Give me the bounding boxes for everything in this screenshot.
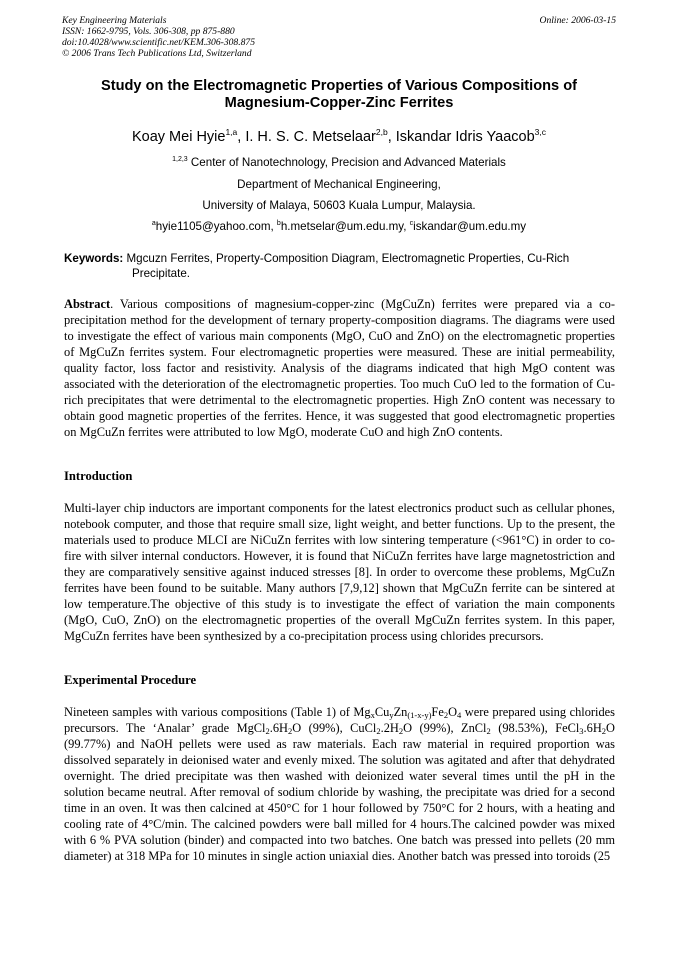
exp-text: Nineteen samples with various compositions (Table 1) of Mg <box>64 705 371 719</box>
experimental-heading: Experimental Procedure <box>64 673 197 687</box>
email-b: h.metselar@um.edu.my, <box>280 220 410 233</box>
author-1-sup: 1,a <box>225 127 238 137</box>
exp-text: .2H <box>380 721 399 735</box>
experimental-text <box>64 704 615 864</box>
paper-title <box>64 78 614 112</box>
abstract-label: Abstract <box>64 297 111 311</box>
email-a: hyie1105@yahoo.com, <box>155 220 277 233</box>
abstract <box>64 296 615 440</box>
affiliation-line-2: Department of Mechanical Engineering, <box>237 178 441 191</box>
exp-text: O (99.77%) and NaOH pellets were used as raw materials. Each raw material in required proportion was dissolved separately in deionised water and evenly mixed. The solution was agitated and after that dehydrated overnight. The dried precipitate was then washed with deionized water several times until the pH in the solution became neutral. After removal of sodium chloride by washing, the precipitate was dried for a second time in an oven. It was then calcined at 450°C for 1 hour followed by 750°C for 2 hours, with a heating and cooling rate of 4°C/min. The calcined powders were ball milled for 4 hours.The calcined powder was mixed with 6 % PVA solution (binder) and compacted into two batches. One batch was pressed into pellets (20 mm diameter) at 318 MPa for 10 minutes in single action uniaxial dies. Another batch was pressed into toroids (25 <box>64 721 615 863</box>
exp-sub: 2 <box>265 726 270 736</box>
title-line-2: Magnesium-Copper-Zinc Ferrites <box>224 95 454 111</box>
exp-text: (98.53%), FeCl <box>490 721 580 735</box>
exp-text: Zn <box>393 705 408 719</box>
exp-text: .6H <box>583 721 602 735</box>
journal-name: Key Engineering Materials <box>62 15 167 26</box>
author-1: Koay Mei Hyie <box>131 129 226 145</box>
copyright-line: © 2006 Trans Tech Publications Ltd, Switzerland <box>62 48 252 59</box>
email-a-sup: a <box>151 220 156 227</box>
exp-sub: 2 <box>486 726 491 736</box>
email-c-sup: c <box>409 220 414 227</box>
author-list <box>64 128 614 146</box>
exp-sub: x <box>370 710 375 720</box>
author-3-sup: 3,c <box>534 127 547 137</box>
author-2: , I. H. S. C. Metselaar <box>237 129 376 145</box>
author-3: , Iskandar Idris Yaacob <box>387 129 535 145</box>
affiliation-line-1 <box>64 156 614 170</box>
affiliation-line-3: University of Malaya, 50603 Kuala Lumpur, Malaysia. <box>202 199 476 212</box>
email-b-sup: b <box>276 220 281 227</box>
exp-text: .6H <box>269 721 288 735</box>
abstract-text: . Various compositions of magnesium-copper-zinc (MgCuZn) ferrites were prepared via a co-precipitation method for the development of ternary property-composition diagrams. The diagrams were used to investigate the effect of various main components (MgO, CuO and ZnO) on the electromagnetic properties of MgCuZn ferrites system. Four electromagnetic properties were measured. These are initial permeability, quality factor, loss factor and resistivity. Analysis of the diagrams indicated that high MgO content was associated with the deterioration of the electromagnetic properties. Too much CuO led to the formation of Cu-rich precipitates that were detrimental to the electromagnetic properties. High ZnO content was necessary to obtain good magnetic properties of the ferrites. Hence, it was suggested that good electromagnetic properties on MgCuZn ferrites were attributed to low MgO, moderate CuO and high ZnO contents. <box>64 297 615 439</box>
exp-sub: 4 <box>457 710 462 720</box>
exp-sub: 2 <box>376 726 381 736</box>
keywords-line-2: Precipitate. <box>132 267 190 280</box>
exp-sub: (1-x-y) <box>407 710 432 720</box>
introduction-heading: Introduction <box>64 469 133 483</box>
email-line <box>64 220 614 234</box>
keywords-label: Keywords: <box>64 252 124 265</box>
issn-line: ISSN: 1662-9795, Vols. 306-308, pp 875-880 <box>62 26 235 37</box>
keywords <box>64 251 616 281</box>
exp-text: Fe <box>431 705 444 719</box>
doi-line: doi:10.4028/www.scientific.net/KEM.306-308.875 <box>62 37 256 48</box>
exp-sub: y <box>389 710 394 720</box>
affiliation-center: Center of Nanotechnology, Precision and Advanced Materials <box>187 156 506 169</box>
exp-text: Cu <box>374 705 390 719</box>
exp-text: O <box>448 705 458 719</box>
affiliation-sup: 1,2,3 <box>172 156 188 163</box>
email-c: iskandar@um.edu.my <box>413 220 527 233</box>
author-2-sup: 2,b <box>375 127 388 137</box>
exp-sub: 2 <box>288 726 293 736</box>
introduction-text: Multi-layer chip inductors are important components for the latest electronics product such as cellular phones, notebook computer, and those that require small size, light weight, and better functions. Up to the present, the materials used to produce MLCI are NiCuZn ferrites with low sintering temperature (<961°C) in order to co-fire with silver internal conductors. However, it is found that NiCuZn ferrites have large magnetostriction and they are comparatively sensitive against induced stresses [8]. In order to overcome these problems, MgCuZn ferrites have been found to be suitable. Many authors [7,9,12] shown that MgCuZn ferrite can be sintered at low temperature.The objective of this study is to investigate the effect of variation the main components (MgO, CuO, ZnO) on the electromagnetic properties of the overall MgCuZn ferrites system. In this paper, MgCuZn ferrites have been synthesized by a co-precipitation process using chlorides precursors. <box>64 501 615 643</box>
keywords-line-1: Mgcuzn Ferrites, Property-Composition Diagram, Electromagnetic Properties, Cu-Rich <box>123 252 570 265</box>
exp-text: O (99%), ZnCl <box>403 721 487 735</box>
exp-sub: 2 <box>601 726 607 736</box>
exp-sub: 2 <box>443 710 449 720</box>
exp-text: were prepared using chlorides precursors. The ‘Analar’ grade MgCl <box>64 705 615 735</box>
exp-sub: 2 <box>398 726 404 736</box>
online-date: Online: 2006-03-15 <box>539 15 616 26</box>
exp-text: O (99%), CuCl <box>292 721 377 735</box>
exp-sub: 3 <box>579 726 584 736</box>
journal-header <box>62 15 616 59</box>
title-line-1: Study on the Electromagnetic Properties of Various Compositions of <box>101 78 577 94</box>
